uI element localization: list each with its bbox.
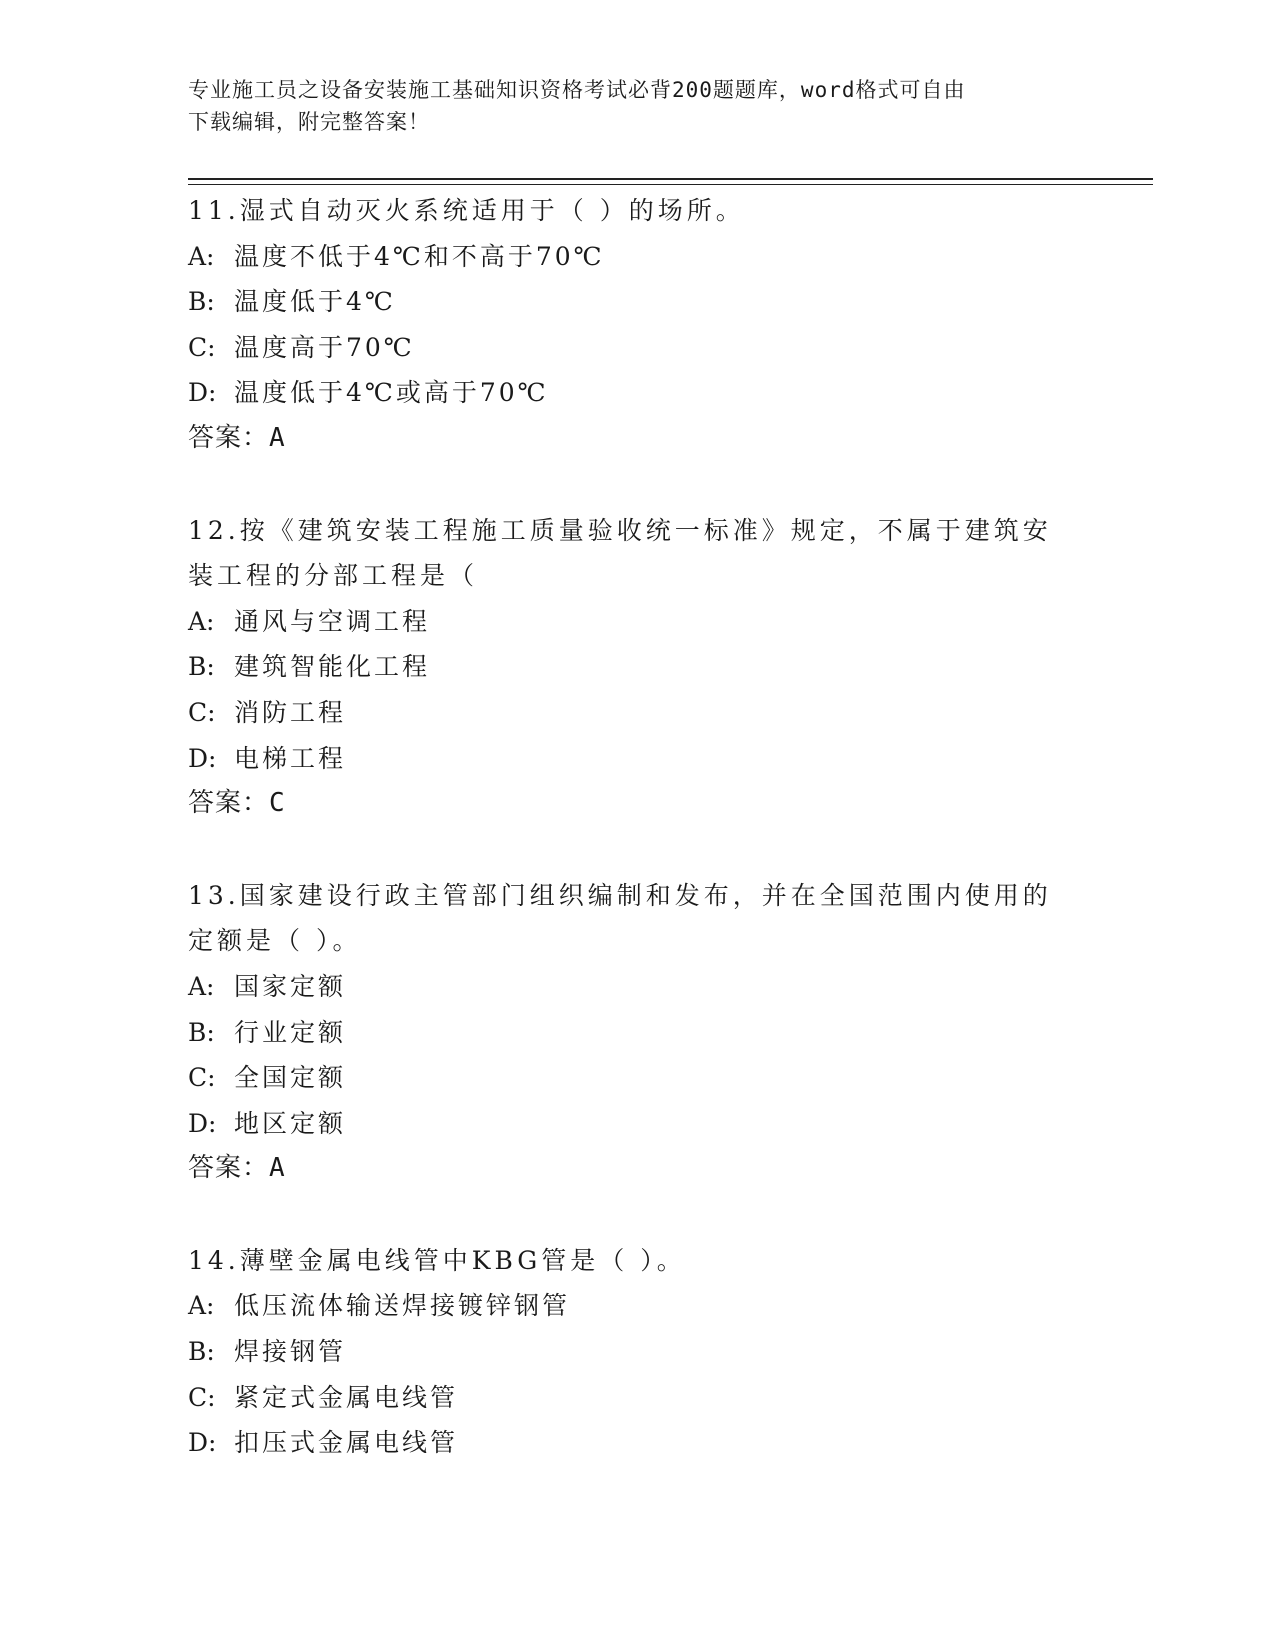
question-text: 按《建筑安装工程施工质量验收统一标准》规定，不属于建筑安装工程的分部工程是（ bbox=[188, 515, 1052, 591]
question-stem bbox=[188, 188, 1068, 234]
option-text: 扣压式金属电线管 bbox=[234, 1428, 459, 1458]
question-12 bbox=[188, 508, 1088, 827]
question-number: 13. bbox=[188, 880, 240, 910]
question-text: 湿式自动灭火系统适用于（ ）的场所。 bbox=[239, 196, 745, 225]
header-divider-thin bbox=[188, 184, 1153, 185]
spacer bbox=[188, 1192, 1088, 1238]
option-d bbox=[188, 370, 1088, 416]
question-stem bbox=[188, 873, 1068, 964]
option-a bbox=[188, 234, 1088, 280]
question-number: 11. bbox=[188, 196, 240, 225]
answer-label: 答案： bbox=[188, 1153, 270, 1184]
option-letter: D: bbox=[188, 378, 217, 408]
option-c bbox=[188, 325, 1088, 371]
option-text: 全国定额 bbox=[234, 1063, 347, 1093]
option-c bbox=[188, 690, 1088, 736]
option-letter: A: bbox=[188, 971, 215, 1001]
option-text: 电梯工程 bbox=[234, 743, 347, 773]
option-text: 地区定额 bbox=[234, 1108, 347, 1138]
option-letter: A: bbox=[188, 606, 215, 636]
option-d bbox=[188, 1420, 1088, 1466]
answer-line bbox=[188, 416, 1088, 462]
question-13 bbox=[188, 873, 1088, 1192]
option-b bbox=[188, 644, 1088, 690]
option-letter: C: bbox=[188, 1063, 216, 1093]
question-stem bbox=[188, 508, 1068, 599]
option-c bbox=[188, 1375, 1088, 1421]
question-list bbox=[188, 188, 1088, 1466]
header-line-2: 下载编辑，附完整答案！ bbox=[188, 110, 430, 134]
question-text: 国家建设行政主管部门组织编制和发布，并在全国范围内使用的定额是（ ）。 bbox=[188, 880, 1052, 956]
option-letter: A: bbox=[188, 1291, 215, 1321]
answer-label: 答案： bbox=[188, 788, 270, 819]
option-letter: D: bbox=[188, 1428, 217, 1458]
answer-line bbox=[188, 1146, 1088, 1192]
option-letter: C: bbox=[188, 697, 216, 727]
option-a bbox=[188, 1283, 1088, 1329]
option-a bbox=[188, 599, 1088, 645]
option-letter: B: bbox=[188, 652, 215, 682]
option-d bbox=[188, 736, 1088, 782]
option-text: 温度低于4℃ bbox=[234, 287, 396, 317]
option-letter: D: bbox=[188, 1108, 217, 1138]
question-number: 14. bbox=[188, 1245, 240, 1275]
option-text: 行业定额 bbox=[234, 1017, 347, 1047]
option-b bbox=[188, 1010, 1088, 1056]
option-letter: C: bbox=[188, 1382, 216, 1412]
option-letter: B: bbox=[188, 287, 215, 317]
answer-value: C bbox=[269, 788, 286, 819]
option-b bbox=[188, 279, 1088, 325]
question-stem bbox=[188, 1238, 1068, 1284]
header-divider-thick bbox=[188, 178, 1153, 180]
option-text: 温度高于70℃ bbox=[234, 332, 415, 362]
question-11 bbox=[188, 188, 1088, 462]
option-d bbox=[188, 1101, 1088, 1147]
option-letter: D: bbox=[188, 743, 217, 773]
spacer bbox=[188, 462, 1088, 508]
answer-line bbox=[188, 781, 1088, 827]
option-text: 温度低于4℃或高于70℃ bbox=[234, 378, 549, 408]
option-b bbox=[188, 1329, 1088, 1375]
option-letter: C: bbox=[188, 332, 216, 362]
option-letter: B: bbox=[188, 1337, 215, 1367]
option-a bbox=[188, 964, 1088, 1010]
question-text: 薄壁金属电线管中KBG管是（ ）。 bbox=[239, 1245, 686, 1275]
option-text: 焊接钢管 bbox=[234, 1337, 347, 1367]
document-header bbox=[188, 74, 1068, 138]
question-14 bbox=[188, 1238, 1088, 1466]
header-line-1: 专业施工员之设备安装施工基础知识资格考试必背200题题库，word格式可自由 bbox=[188, 78, 966, 102]
option-text: 通风与空调工程 bbox=[234, 606, 431, 636]
option-text: 温度不低于4℃和不高于70℃ bbox=[234, 241, 605, 271]
question-number: 12. bbox=[188, 515, 240, 545]
option-text: 低压流体输送焊接镀锌钢管 bbox=[234, 1291, 571, 1321]
option-letter: A: bbox=[188, 241, 215, 271]
answer-label: 答案： bbox=[188, 422, 270, 453]
spacer bbox=[188, 827, 1088, 873]
option-text: 消防工程 bbox=[234, 697, 347, 727]
answer-value: A bbox=[269, 1153, 286, 1184]
answer-value: A bbox=[269, 422, 286, 453]
option-text: 建筑智能化工程 bbox=[234, 652, 431, 682]
option-text: 紧定式金属电线管 bbox=[234, 1382, 459, 1412]
option-letter: B: bbox=[188, 1017, 215, 1047]
option-c bbox=[188, 1055, 1088, 1101]
option-text: 国家定额 bbox=[234, 971, 347, 1001]
